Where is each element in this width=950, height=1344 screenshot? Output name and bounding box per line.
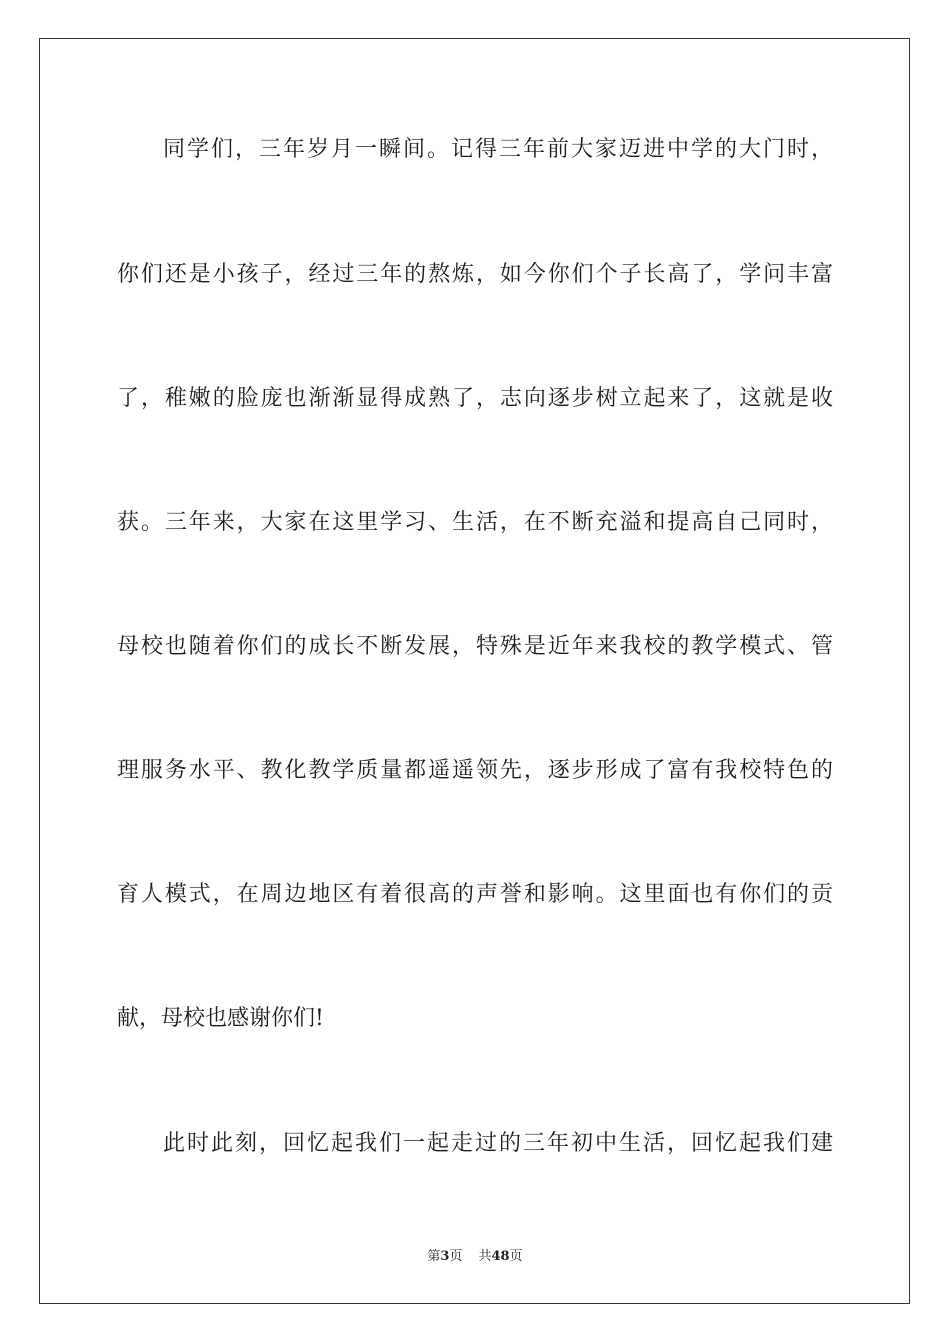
paragraph-line-9: 此时此刻，回忆起我们一起走过的三年初中生活，回忆起我们建 <box>163 1131 833 1156</box>
paragraph-line-1: 同学们，三年岁月一瞬间。记得三年前大家迈进中学的大门时， <box>163 137 833 162</box>
page-border <box>39 38 910 1304</box>
paragraph-line-6: 理服务水平、教化教学质量都遥遥领先，逐步形成了富有我校特色的 <box>117 758 833 783</box>
paragraph-line-4: 获。三年来，大家在这里学习、生活，在不断充溢和提高自己同时， <box>117 510 833 535</box>
total-suffix: 页 <box>509 1249 523 1264</box>
page-suffix: 页 <box>449 1249 463 1264</box>
paragraph-line-7: 育人模式，在周边地区有着很高的声誉和影响。这里面也有你们的贡 <box>117 882 833 907</box>
page-number: 3 <box>440 1249 450 1264</box>
paragraph-line-5: 母校也随着你们的成长不断发展，特殊是近年来我校的教学模式、管 <box>117 634 833 659</box>
page-prefix: 第 <box>427 1249 441 1264</box>
paragraph-line-2: 你们还是小孩子，经过三年的熬炼，如今你们个子长高了，学问丰富 <box>117 262 833 287</box>
total-pages: 48 <box>491 1249 510 1264</box>
paragraph-line-3: 了，稚嫩的脸庞也渐渐显得成熟了，志向逐步树立起来了，这就是收 <box>117 386 833 411</box>
page-footer <box>0 1248 950 1266</box>
paragraph-line-8: 献，母校也感谢你们! <box>117 1006 324 1031</box>
total-prefix: 共 <box>478 1249 492 1264</box>
